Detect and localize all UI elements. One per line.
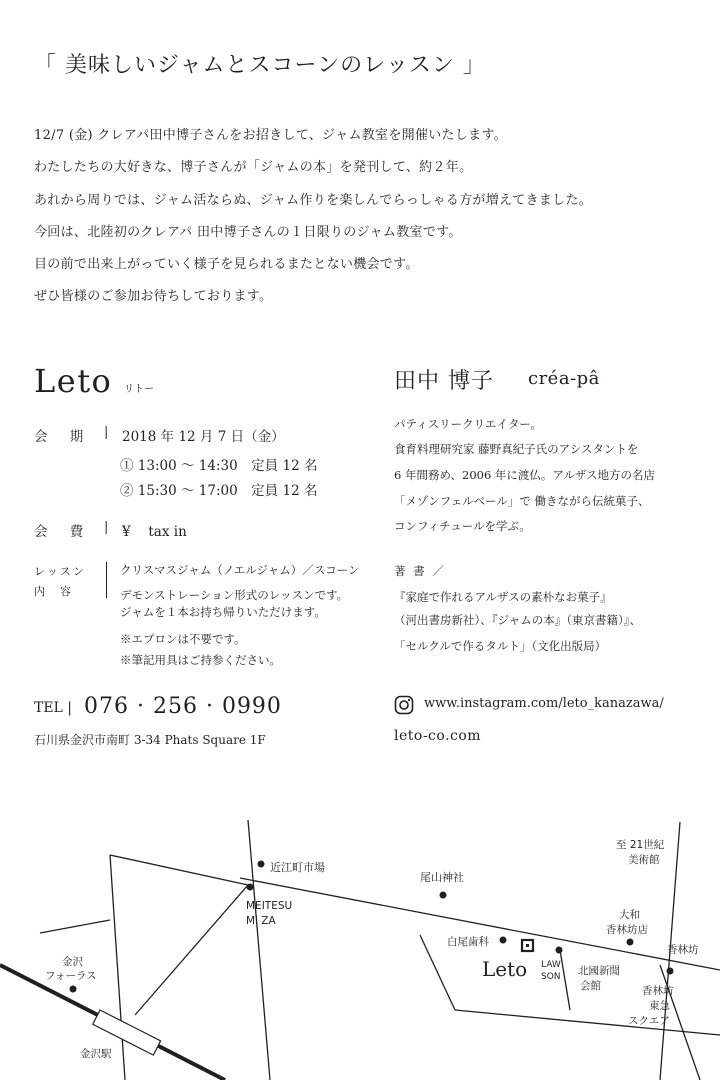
- website-link[interactable]: leto-co.com: [394, 728, 482, 744]
- shop-subtitle: リトー: [124, 384, 154, 395]
- fee-value: ¥ tax in: [122, 524, 187, 540]
- intro-line: ぜひ皆様のご参加お待ちしております。: [34, 289, 273, 304]
- access-map: [0, 800, 720, 1080]
- map-label: SON: [541, 972, 561, 982]
- book-line: 「セルクルで作るタルト」（文化出版局）: [394, 639, 607, 653]
- shop-title: Leto: [34, 362, 113, 400]
- intro-line: 今回は、北陸初のクレアパ 田中博子さんの１日限りのジャム教室です。: [34, 225, 462, 240]
- bio-line: 食育料理研究家 藤野真紀子氏のアシスタントを: [394, 442, 639, 456]
- tel-number[interactable]: 076 · 256 · 0990: [84, 694, 282, 719]
- session-1: ① 13:00 ～ 14:30 定員 12 名: [120, 458, 318, 474]
- map-label: MEITESU: [246, 900, 293, 912]
- map-label: 北國新聞: [578, 965, 620, 977]
- separator: |: [104, 425, 109, 440]
- lesson-description: ジャムを１本お持ち帰りいただけます。: [120, 605, 326, 619]
- map-marker: [70, 986, 77, 993]
- lesson-description: デモンストレーション形式のレッスンです。: [120, 588, 349, 602]
- map-marker: [627, 939, 634, 946]
- bio-line: パティスリークリエイター。: [394, 417, 542, 431]
- map-label-leto: Leto: [482, 957, 528, 981]
- intro-line: あれから周りでは、ジャム活ならぬ、ジャム作りを楽しんでらっしゃる方が増えてきました。: [34, 193, 593, 208]
- map-label: 香林坊: [667, 944, 699, 956]
- map-label: M' ZA: [246, 915, 276, 927]
- map-label: 香林坊店: [606, 924, 648, 936]
- map-label: スクエア: [628, 1015, 670, 1027]
- map-label: LAW: [541, 960, 561, 970]
- instagram-link[interactable]: www.instagram.com/leto_kanazawa/: [424, 696, 664, 711]
- chef-brand: créa-pâ: [528, 368, 600, 389]
- intro-line: 目の前で出来上がっていく様子を見られるまたとない機会です。: [34, 257, 419, 272]
- map-road: [40, 920, 110, 933]
- map-road: [560, 950, 570, 1010]
- map-marker: [440, 892, 447, 899]
- map-road: [240, 878, 720, 970]
- map-label: 香林坊: [642, 985, 674, 997]
- map-marker: [500, 937, 507, 944]
- map-label: 金沢: [62, 956, 83, 968]
- lesson-label: レッスン: [34, 565, 86, 578]
- separator-line: [106, 562, 107, 598]
- map-marker: [247, 884, 254, 891]
- map-label: 東急: [649, 1000, 670, 1012]
- map-label: 近江町市場: [270, 861, 325, 874]
- map-label: 白尾歯科: [447, 936, 489, 948]
- map-label: 会館: [580, 980, 601, 992]
- book-line: 『家庭で作れるアルザスの素朴なお菓子』: [394, 590, 612, 604]
- bio-line: 6 年間務め、2006 年に渡仏。アルザス地方の名店: [394, 468, 656, 482]
- map-road: [110, 855, 125, 1080]
- intro-line: わたしたちの大好きな、博子さんが「ジャムの本」を発刊して、約２年。: [34, 160, 473, 175]
- date-label: 会 期: [34, 429, 93, 445]
- bio-line: 「メゾンフェルベール」で 働きながら伝統菓子、: [394, 494, 650, 508]
- bio-line: コンフィチュールを学ぶ。: [394, 519, 531, 533]
- map-label: フォーラス: [45, 970, 97, 982]
- book-line: （河出書房新社）、『ジャムの本』（東京書籍）』、: [394, 613, 642, 627]
- chef-name: 田中 博子: [394, 369, 494, 394]
- session-2: ② 15:30 ～ 17:00 定員 12 名: [120, 483, 318, 499]
- fee-label: 会 費: [34, 524, 93, 540]
- lesson-title: クリスマスジャム（ノエルジャム）／スコーン: [120, 563, 360, 577]
- instagram-icon[interactable]: [394, 695, 414, 715]
- map-marker: [556, 947, 563, 954]
- map-label: 金沢駅: [80, 1048, 112, 1060]
- note: ※筆記用具はご持参ください。: [120, 653, 281, 667]
- map-road: [248, 820, 270, 1080]
- separator: |: [104, 520, 109, 535]
- address: 石川県金沢市南町 3-34 Phats Square 1F: [34, 733, 266, 747]
- intro-line: 12/7 (金) クレアパ田中博子さんをお招きして、ジャム教室を開催いたします。: [34, 128, 508, 143]
- map-label: 美術館: [628, 854, 660, 866]
- note: ※エプロンは不要です。: [120, 632, 246, 646]
- event-date: 2018 年 12 月 7 日（金）: [122, 429, 285, 445]
- headline: 「 美味しいジャムとスコーンのレッスン 」: [34, 53, 486, 78]
- tel-label: TEL |: [34, 700, 73, 716]
- lesson-label: 内 容: [34, 585, 73, 598]
- map-road: [110, 855, 248, 885]
- map-marker: [667, 968, 674, 975]
- map-marker: [258, 861, 265, 868]
- map-label: 至 21世紀: [616, 839, 665, 851]
- map-label: 大和: [619, 909, 640, 921]
- books-label: 著 書 ／: [394, 564, 446, 578]
- map-road: [135, 885, 248, 1015]
- map-label: 尾山神社: [420, 871, 464, 884]
